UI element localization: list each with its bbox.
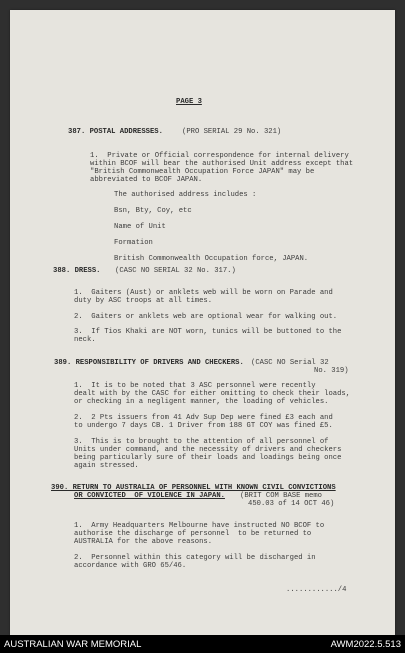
section-388-ref: (CASC NO SERIAL 32 No. 317.): [115, 267, 236, 275]
footer-accession-number: AWM2022.5.513: [330, 639, 401, 650]
section-390-ref-1: (BRIT COM BASE memo: [240, 492, 322, 500]
section-389-p3-l3: being particularly sure of their loads and loadings being once: [74, 454, 342, 462]
section-389-p3-l1: 3. This is to brought to the attention of all personnel of: [74, 438, 329, 446]
address-line-2: Name of Unit: [114, 223, 166, 231]
section-387-ref: (PRO SERIAL 29 No. 321): [182, 128, 282, 136]
section-389-p1-l1: 1. It is to be noted that 3 ASC personnel were recently: [74, 382, 316, 390]
page-number: PAGE 3: [176, 98, 202, 106]
section-390-p2-l1: 2. Personnel within this category will be discharged in: [74, 554, 316, 562]
section-387-p1-l4: abbreviated to BCOF JAPAN.: [90, 176, 203, 184]
section-389-ref-2: No. 319): [314, 367, 349, 375]
address-line-3: Formation: [114, 239, 153, 247]
address-intro: The authorised address includes :: [114, 191, 257, 199]
section-390-heading-2: OR CONVICTED OF VIOLENCE IN JAPAN.: [74, 492, 225, 500]
section-389-p1-l3: or checking in a negligent manner, the loading of vehicles.: [74, 398, 329, 406]
section-387-p1-l1: 1. Private or Official correspondence for internal delivery: [90, 152, 349, 160]
address-line-4: British Commonwealth Occupation force, JAPAN.: [114, 255, 309, 263]
section-389-p2-l2: to undergo 7 days CB. 1 Driver from 188 GT COY was fined £5.: [74, 422, 333, 430]
section-390-heading-1: 390. RETURN TO AUSTRALIA OF PERSONNEL WITH KNOWN CIVIL CONVICTIONS: [51, 484, 336, 492]
section-389-ref-1: (CASC NO Serial 32: [251, 359, 329, 367]
address-line-1: Bsn, Bty, Coy, etc: [114, 207, 192, 215]
section-388-p3-l2: neck.: [74, 336, 96, 344]
section-387-p1-l2: within BCOF will bear the authorised Unit address except that: [90, 160, 354, 168]
document-page: [10, 10, 395, 635]
section-387-heading: 387. POSTAL ADDRESSES.: [68, 128, 163, 136]
section-387-p1-l3: "British Commonwealth Occupation Force JAPAN" may be: [90, 168, 315, 176]
section-390-p1-l2: authorise the discharge of personnel to be returned to: [74, 530, 312, 538]
section-390-ref-2: 450.03 of 14 OCT 46): [248, 500, 335, 508]
continued-marker: ............/4: [286, 586, 347, 594]
section-390-p1-l1: 1. Army Headquarters Melbourne have instructed NO BCOF to: [74, 522, 325, 530]
section-388-p3-l1: 3. If Tios Khaki are NOT worn, tunics will be buttoned to the: [74, 328, 342, 336]
section-388-heading: 388. DRESS.: [53, 267, 101, 275]
section-388-p2: 2. Gaiters or anklets web are optional wear for walking out.: [74, 313, 338, 321]
section-389-p3-l2: Units under command, and the necessity of drivers and checkers: [74, 446, 342, 454]
section-388-p1-l2: duty by ASC troops at all times.: [74, 297, 213, 305]
section-388-p1-l1: 1. Gaiters (Aust) or anklets web will be worn on Parade and: [74, 289, 333, 297]
section-389-p2-l1: 2. 2 Pts issuers from 41 Adv Sup Dep were fined £3 each and: [74, 414, 333, 422]
section-389-heading: 389. RESPONSIBILITY OF DRIVERS AND CHECKERS.: [54, 359, 244, 367]
section-389-p1-l2: dealt with by the CASC for either omitting to check their loads,: [74, 390, 351, 398]
footer-institution: AUSTRALIAN WAR MEMORIAL: [4, 639, 142, 650]
archive-footer: [0, 635, 405, 653]
section-389-p3-l4: again stressed.: [74, 462, 139, 470]
section-390-p1-l3: AUSTRALIA for the above reasons.: [74, 538, 213, 546]
section-390-p2-l2: accordance with GRO 65/46.: [74, 562, 187, 570]
